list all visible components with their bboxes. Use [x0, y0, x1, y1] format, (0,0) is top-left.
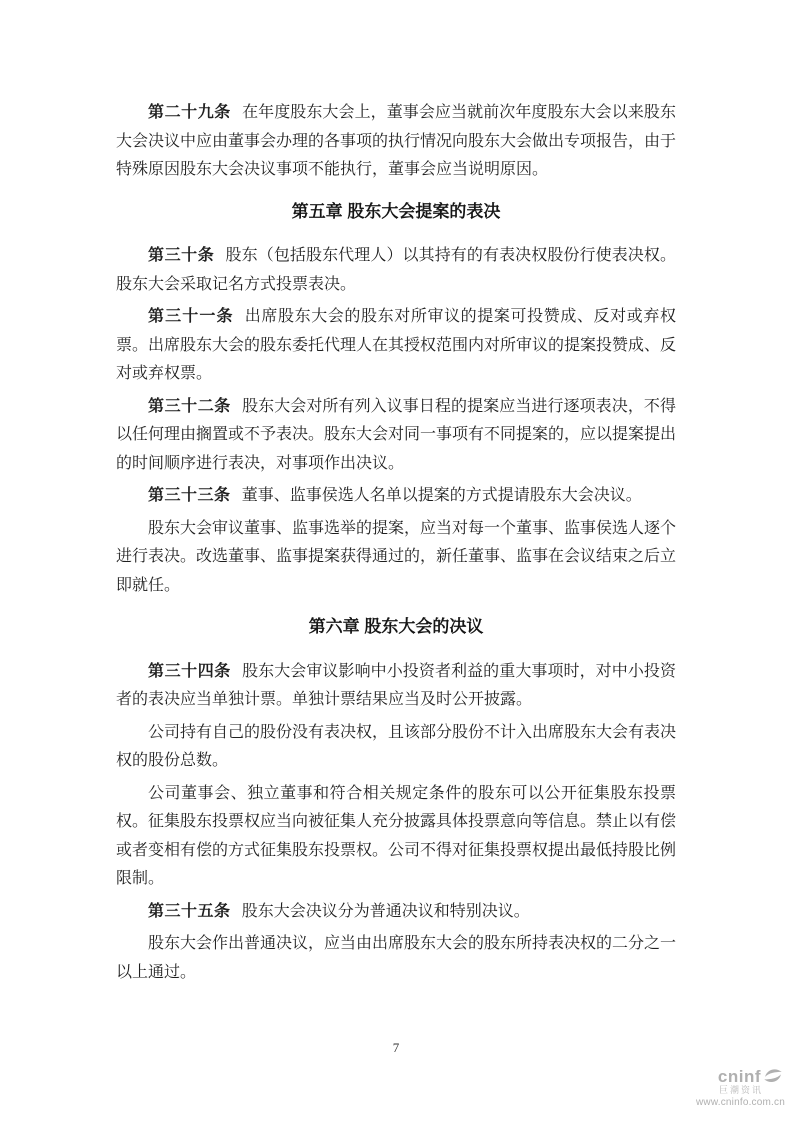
article-34-number: 第三十四条: [148, 662, 231, 680]
article-33-continuation: 股东大会审议董事、监事选举的提案，应当对每一个董事、监事侯选人逐个进行表决。改选董事、监事提案获得通过的，新任董事、监事在会议结束之后立即就任。: [116, 519, 677, 594]
article-35-text: 股东大会决议分为普通决议和特别决议。: [241, 902, 530, 920]
article-32-number: 第三十二条: [148, 397, 231, 415]
cninfo-logo: [679, 1068, 789, 1108]
article-33-text: 董事、监事侯选人名单以提案的方式提请股东大会决议。: [241, 487, 642, 504]
article-31-text: 出席股东大会的股东对所审议的提案可投赞成、反对或弃权票。出席股东大会的股东委托代理人在其授权范围内对所审议的提案投赞成、反对或弃权票。: [116, 308, 677, 382]
article-35: [116, 898, 676, 927]
document-content: [116, 99, 676, 991]
article-32: [116, 393, 676, 479]
article-30-number: 第三十条: [148, 247, 215, 264]
article-34-text: 股东大会审议影响中小投资者利益的重大事项时，对中小投资者的表决应当单独计票。单独计票结果应当及时公开披露。: [116, 662, 676, 708]
article-29-number: 第二十九条: [148, 104, 231, 121]
article-35-continuation: 股东大会作出普通决议，应当由出席股东大会的股东所持表决权的二分之一以上通过。: [116, 935, 677, 981]
article-35-number: 第三十五条: [148, 902, 231, 920]
article-29: [116, 99, 676, 185]
article-32-text: 股东大会对所有列入议事日程的提案应当进行逐项表决，不得以任何理由搁置或不予表决。股东大会对同一事项有不同提案的，应以提案提出的时间顺序进行表决，对事项作出决议。: [116, 397, 677, 472]
article-33-number: 第三十三条: [148, 487, 231, 504]
article-31-number: 第三十一条: [148, 308, 234, 325]
chapter-5-heading: 第五章 股东大会提案的表决: [291, 201, 501, 221]
page-number: 7: [392, 1040, 400, 1055]
cninfo-logo-row: [679, 1068, 789, 1085]
article-30: [116, 242, 676, 299]
article-29-text: 在年度股东大会上，董事会应当就前次年度股东大会以来股东大会决议中应由董事会办理的各事项的执行情况向股东大会做出专项报告，由于特殊原因股东大会决议事项不能执行，董事会应当说明原因。: [116, 104, 677, 178]
cninfo-brand-text: cninf: [717, 1067, 761, 1086]
article-30-text: 股东（包括股东代理人）以其持有的有表决权股份行使表决权。股东大会采取记名方式投票表决。: [116, 247, 676, 293]
cninfo-chinese-name: 巨潮资讯: [718, 1085, 763, 1095]
article-34-continuation-2: 公司董事会、独立董事和符合相关规定条件的股东可以公开征集股东投票权。征集股东投票权应当向被征集人充分披露具体投票意向等信息。禁止以有偿或者变相有偿的方式征集股东投票权。公司不得对征集投票权提出最低持股比例限制。: [116, 784, 677, 887]
article-34: [116, 658, 676, 715]
article-34-continuation-1: 公司持有自己的股份没有表决权，且该部分股份不计入出席股东大会有表决权的股份总数。: [116, 723, 677, 769]
cninfo-swirl-icon: [763, 1068, 783, 1085]
cninfo-url: www.cninfo.com.cn: [696, 1097, 785, 1108]
article-31: [116, 303, 676, 389]
chapter-6-heading: 第六章 股东大会的决议: [308, 617, 484, 636]
article-33: [116, 482, 676, 511]
